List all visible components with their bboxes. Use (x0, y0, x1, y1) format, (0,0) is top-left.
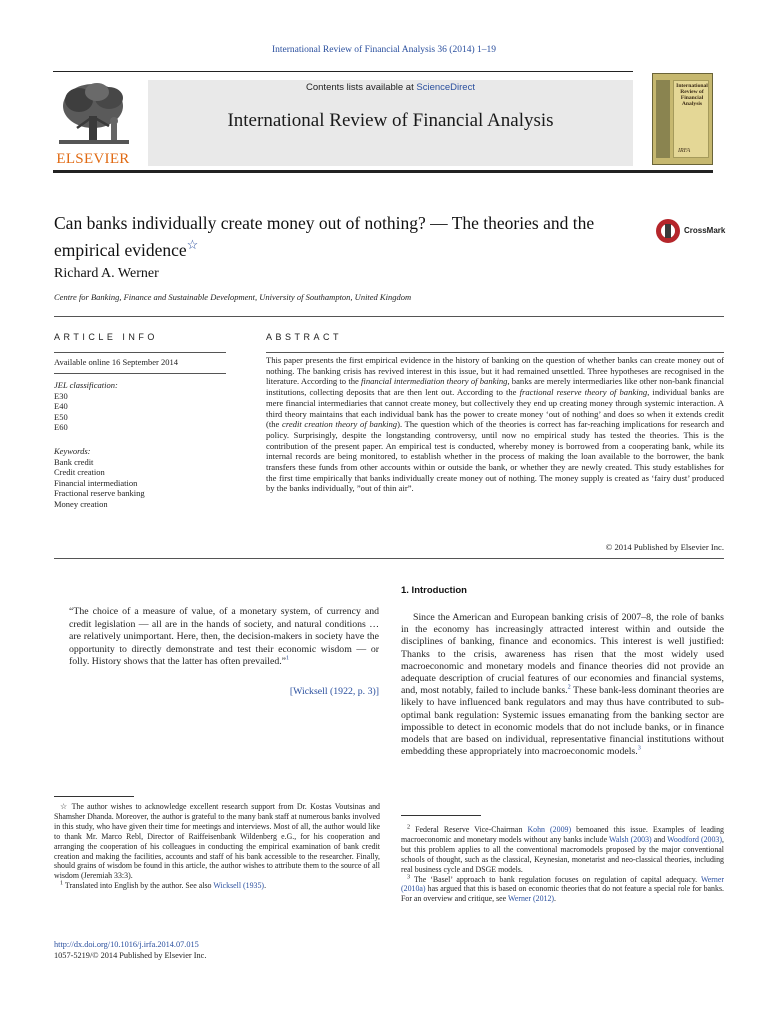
keyword: Money creation (54, 498, 108, 509)
jel-block (54, 380, 226, 433)
keywords-block (54, 446, 226, 509)
masthead-top-rule (53, 71, 633, 72)
author-affiliation: Centre for Banking, Finance and Sustainable Development, University of Southampton, United Kingdom (54, 292, 412, 302)
werner-2012-link[interactable]: Werner (2012) (508, 894, 555, 904)
introduction-paragraph: Since the American and European banking crisis of 2007–8, the role of banks in the economy has increasingly attracted interest within and outside the disciplines of banking, finance and economics. This interest is well justified: Thanks to the crisis, awareness has risen that the most widely used macroeconomic and monetary models and finance theories did not provide an adequate description of crucial features of our economies and financial systems, and, most notably, failed to include banks.$^2$ These bank-less dominant theories are likely to have influenced bank regulators and may thus have contributed to sub-optimal bank regulation: Systemic issues emanating from the banking sector are impossible to detect in economic models that do not include banks, or in finance models that are based on individual, representative financial institutions without embedding these appropriately into macroeconomic models.$^3$ (401, 612, 724, 758)
cover-title: International Review of Financial Analysis (676, 83, 708, 107)
keywords-label: Keywords: (54, 446, 91, 456)
journal-cover-thumbnail[interactable] (652, 73, 713, 165)
wicksell-1935-link[interactable]: Wicksell (1935) (213, 881, 265, 891)
woodford-2003-link[interactable]: Woodford (2003) (667, 834, 723, 844)
epigraph-quote: “The choice of a measure of value, of a monetary system, of currency and credit legislation — all are in the hands of society, and natural conditions … are relatively unimportant. Here, then, the decision-makers in society have the opportunity to directly demonstrate and test their economic wisdom — or folly. History shows that the latter has often prevailed.”$^1$ (69, 606, 379, 667)
paper-title: Can banks individually create money out of nothing? — The theories and the empirical evidence☆ (54, 213, 595, 260)
author-name: Richard A. Werner (54, 266, 159, 281)
article-info-rule (54, 352, 226, 353)
footnote-ref[interactable]: 3 (637, 744, 641, 752)
article-info-heading: ARTICLE INFO (54, 332, 158, 342)
article-info-rule-2 (54, 373, 226, 374)
journal-reference-link[interactable]: International Review of Financial Analysis 36 (2014) 1–19 (272, 45, 496, 55)
masthead-bottom-rule (53, 170, 713, 173)
abstract-text: This paper presents the first empirical evidence in the history of banking on the question of whether banks can create money out of nothing. The banking crisis has revived interest in this issue, but it had remained unsettled. Three hypotheses are recognised in the literature. According to the financial intermediation theory of banking, banks are merely intermediaries like other non-bank financial institutions, collecting deposits that are then lent out. According to the fractional reserve theory of banking, individual banks are mere financial intermediaries that cannot create money, but collectively they end up creating money through systemic interaction. A third theory maintains that each individual bank has the power to create money ‘out of nothing’ and does so when it extends credit (the credit creation theory of banking). The question which of the theories is correct has far-reaching implications for research and policy. Surprisingly, despite the longstanding controversy, until now no empirical study has tested the theories. This is the contribution of the present paper. An empirical test is conducted, whereby money is borrowed from a cooperating bank, while its internal records are being monitored, to establish whether in the process of making the loan available to the borrower, the bank transfers these funds from other accounts within or outside the bank, or whether they are newly created. This study establishes for the first time empirically that banks individually create money out of nothing. The money supply is created as ‘fairy dust’ produced by the banks individually, ”out of thin air”. (266, 355, 725, 494)
cover-strip (656, 80, 670, 158)
jel-code: E30 (54, 390, 68, 401)
jel-code: E50 (54, 411, 68, 422)
footnote-ref[interactable]: 2 (567, 683, 571, 691)
jel-code: E40 (54, 401, 68, 411)
werner-2010a-link[interactable]: Werner (2010a) (401, 874, 724, 894)
available-online: Available online 16 September 2014 (54, 357, 179, 367)
cover-panel (673, 80, 709, 158)
contents-line: Contents lists available at ScienceDirect (306, 82, 475, 93)
introduction-heading: 1. Introduction (401, 585, 467, 596)
issn-copyright: 1057-5219/© 2014 Published by Elsevier Inc. (54, 951, 207, 960)
footnote-rule (54, 796, 134, 797)
journal-title: International Review of Financial Analysis (227, 110, 554, 131)
footnote-1: $^1$ Translated into English by the author. See also Wicksell (1935). (60, 879, 267, 891)
footnote-2: $^2$ Federal Reserve Vice-Chairman Kohn (2009) bemoaned this issue. Examples of leading macroeconomic and monetary models without any banks include Walsh (2003) and Woodford (2003), but this problem applies to all the conventional macromodels proposed by the major conventional schools of thought, such as the classical, Keynesian, monetarist and neo-classical theories, including real business cycle and DSGE models. (401, 823, 724, 874)
cover-badge: IRFA (678, 148, 691, 154)
epigraph-source-link[interactable]: [Wicksell (1922, p. 3)] (289, 686, 379, 697)
jel-label: JEL classification: (54, 380, 118, 390)
abstract-rule (266, 352, 724, 353)
crossmark-label[interactable]: CrossMark (684, 226, 726, 235)
abstract-bottom-rule (54, 558, 724, 559)
footnote-3: $^3$ The ‘Basel’ approach to bank regulation focuses on regulation of capital adequacy. Werner (2010a) has argued that this is based on economic theories that do not feature a special role for banks. For an overview and critique, see Werner (2012). (401, 872, 724, 904)
walsh-2003-link[interactable]: Walsh (2003) (609, 834, 652, 844)
keyword: Fractional reserve banking (54, 488, 145, 498)
acknowledgement-footnote: ☆ The author wishes to acknowledge excellent research support from Dr. Kostas Voutsinas and Shamsher Dhanda. Moreover, the author is grateful to the many bank staff at numerous banks involved in this study, who have given their time for meetings and interviews. Most of all, the author would like to thank Mr. Marco Rebl, Director of Raiffeisenbank Wildenberg e.G., for his cooperation and arranging the cooperation of his colleagues in conducting the empirical examination of bank credit creation and making the facilities, accounts and staff of his bank accessible to the researcher. Finally, should grains of wisdom be found in this article, the author wishes to attribute them to the source of all wisdom (Jeremiah 33:3). (54, 802, 380, 881)
sciencedirect-link[interactable]: ScienceDirect (416, 82, 475, 93)
doi-link[interactable]: http://dx.doi.org/10.1016/j.irfa.2014.07.015 (54, 940, 199, 949)
kohn-2009-link[interactable]: Kohn (2009) (527, 825, 572, 834)
title-footnote-star[interactable]: ☆ (186, 237, 199, 252)
keyword: Credit creation (54, 467, 105, 477)
keyword: Financial intermediation (54, 477, 138, 488)
footnotes-right (401, 825, 724, 904)
elsevier-wordmark: ELSEVIER (56, 151, 130, 167)
section-divider (54, 316, 724, 317)
footnote-ref[interactable]: 1 (286, 654, 290, 662)
footnote-rule (401, 815, 481, 816)
abstract-heading: ABSTRACT (266, 332, 343, 342)
footnotes-left (54, 802, 380, 891)
abstract-copyright: © 2014 Published by Elsevier Inc. (605, 542, 724, 552)
keyword: Bank credit (54, 456, 94, 467)
jel-code: E60 (54, 422, 68, 432)
